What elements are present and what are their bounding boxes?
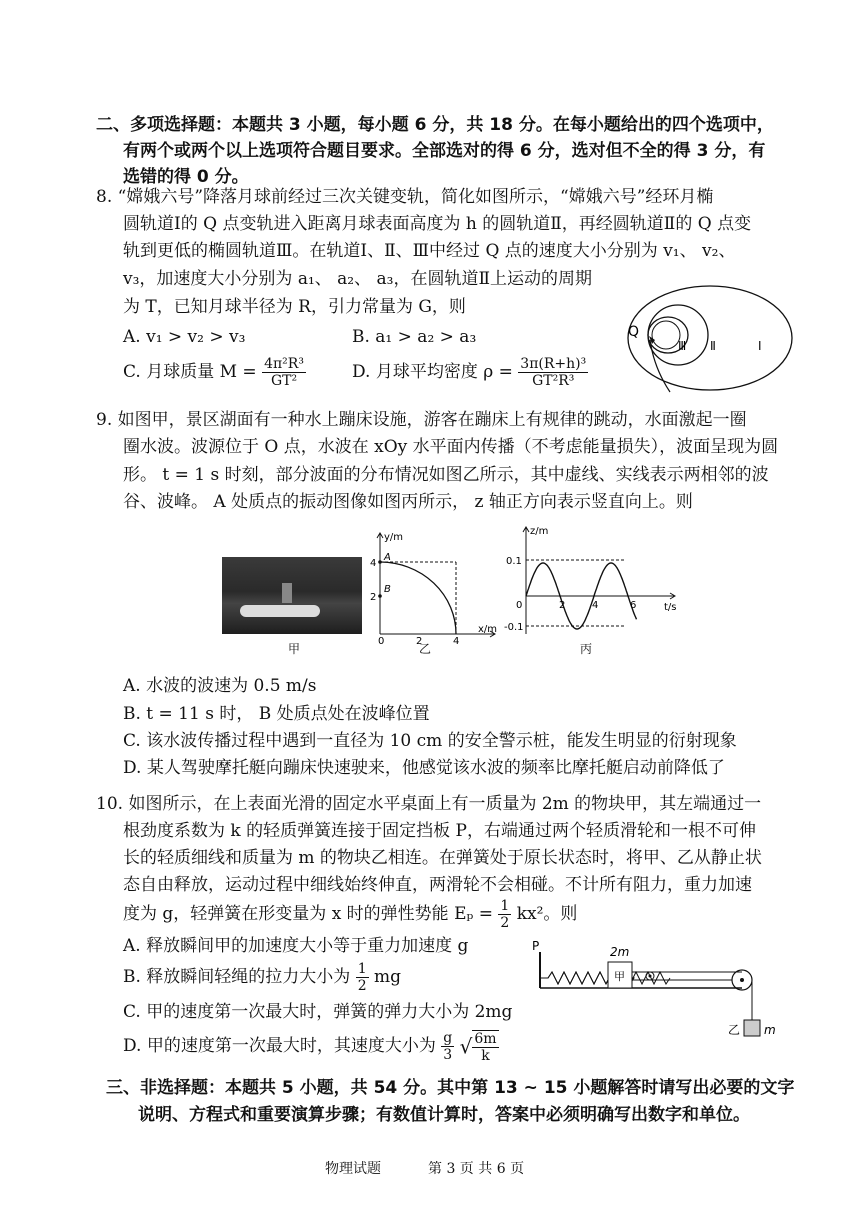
q10-option-d	[123, 1024, 499, 1069]
q10-option-d-den: 3	[443, 1047, 453, 1063]
q9-fig-yi	[364, 530, 504, 645]
q10-option-b-den: 2	[357, 978, 367, 994]
q10-line1: 10. 如图所示，在上表面光滑的固定水平桌面上有一质量为 2m 的物块甲，其左端通过一	[96, 794, 762, 814]
q8-option-d-den: GT²R³	[532, 373, 575, 389]
q8-line3: 轨到更低的椭圆轨道Ⅲ。在轨道Ⅰ、Ⅱ、Ⅲ中经过 Q 点的速度大小分别为 v₁、 v₂、	[123, 241, 736, 261]
q8-option-c-prefix: C. 月球质量 M =	[123, 362, 257, 382]
q9-fig-bing-label: 丙	[580, 642, 593, 656]
footer-page-number: 第 3 页 共 6 页	[428, 1161, 525, 1177]
section3-heading-line2: 说明、方程式和重要演算步骤；有数值计算时，答案中必须明确写出数字和单位。	[138, 1105, 750, 1125]
bing-tick-p01: 0.1	[506, 556, 522, 567]
fig-label-2m: 2m	[610, 945, 630, 959]
q10-option-d-rad-num: 6m	[474, 1030, 497, 1047]
q10-option-b-fraction	[356, 961, 369, 994]
q10-line5	[123, 895, 577, 933]
q10-option-b	[123, 958, 401, 996]
fig-label-m: m	[764, 1023, 776, 1037]
q9-option-b: B. t = 11 s 时， B 处质点处在波峰位置	[123, 704, 430, 724]
q9-line2: 圈水波。波源位于 O 点，水波在 xOy 水平面内传播（不考虑能量损失），波面呈现为圆	[123, 437, 779, 457]
label-q: Q	[628, 324, 640, 340]
q9-fig-yi-label: 乙	[419, 642, 432, 656]
q8-option-d-fraction	[518, 356, 588, 389]
yi-point-a	[378, 560, 382, 564]
moon-circle	[652, 321, 680, 349]
label-orbit-2: Ⅱ	[710, 339, 716, 353]
movable-pulley-axle	[649, 975, 652, 978]
q10-option-b-num: 1	[357, 961, 367, 977]
q9-option-a: A. 水波的波速为 0.5 m/s	[123, 676, 317, 696]
yi-label-a: A	[384, 552, 391, 563]
q9-fig-bing	[504, 522, 684, 642]
q10-option-c: C. 甲的速度第一次最大时，弹簧的弹力大小为 2mg	[123, 1002, 513, 1022]
q10-line3: 长的轻质细线和质量为 m 的物块乙相连。在弹簧处于原长状态时，将甲、乙从静止状	[123, 848, 762, 868]
q10-line5-fraction	[498, 898, 511, 931]
fig-label-jia: 甲	[614, 970, 625, 983]
yi-tick-y2: 2	[370, 592, 377, 603]
q8-option-a: A. v₁ > v₂ > v₃	[123, 327, 246, 347]
fixed-pulley-axle	[740, 978, 744, 982]
q8-line5: 为 T，已知月球半径为 R，引力常量为 G，则	[123, 297, 466, 317]
q8-line1: 8. “嫦娥六号”降落月球前经过三次关键变轨，简化如图所示，“嫦娥六号”经环月椭	[96, 187, 714, 207]
q8-option-c-fraction	[262, 356, 306, 389]
block-yi	[744, 1020, 760, 1036]
label-orbit-1: Ⅰ	[758, 339, 762, 353]
q10-option-b-prefix: B. 释放瞬间轻绳的拉力大小为	[123, 967, 351, 987]
q10-line5-suffix: kx²。则	[516, 904, 578, 924]
yi-point-b	[378, 594, 382, 598]
q8-option-b: B. a₁ > a₂ > a₃	[352, 327, 477, 347]
q10-option-b-suffix: mg	[374, 967, 402, 987]
spring-zigzag	[540, 972, 606, 984]
yi-tick-y4: 4	[370, 558, 377, 569]
q10-option-d-prefix: D. 甲的速度第一次最大时，其速度大小为	[123, 1036, 436, 1056]
yi-ylabel: y/m	[384, 532, 404, 543]
bing-tick-t0: 0	[516, 600, 523, 611]
label-orbit-3: Ⅲ	[678, 339, 687, 353]
bing-zlabel: z/m	[530, 526, 549, 537]
q9-line3: 形。 t = 1 s 时刻，部分波面的分布情况如图乙所示，其中虚线、实线表示两相邻的波	[123, 465, 769, 485]
q10-option-d-rad-den: k	[481, 1047, 490, 1064]
q10-option-d-radicand	[472, 1030, 498, 1064]
sqrt-sign-icon: √	[459, 1034, 473, 1059]
q8-orbit-figure	[618, 280, 798, 400]
fig-label-p: P	[532, 940, 540, 953]
q8-option-c	[123, 352, 306, 392]
orbit-2-circle	[648, 305, 708, 365]
q8-option-d	[352, 352, 588, 392]
yi-tick-x2: 2	[416, 636, 423, 645]
q10-line2: 根劲度系数为 k 的轻质弹簧连接于固定挡板 P，右端通过两个轻质滑轮和一根不可伸	[123, 821, 756, 841]
section2-heading-line1: 二、多项选择题：本题共 3 小题，每小题 6 分，共 18 分。在每小题给出的四个选项中，	[96, 115, 774, 135]
yi-tick-x0: 0	[378, 636, 385, 645]
q8-option-c-den: GT²	[270, 373, 298, 389]
footer-subject: 物理试题	[325, 1161, 381, 1177]
bing-tick-m01: -0.1	[504, 622, 524, 633]
q9-option-d: D. 某人驾驶摩托艇向蹦床快速驶来，他感觉该水波的频率比摩托艇启动前降低了	[123, 758, 725, 778]
q10-line5-num: 1	[500, 898, 510, 914]
q10-line4: 态自由释放，运动过程中细线始终伸直，两滑轮不会相碰。不计所有阻力，重力加速	[123, 875, 752, 895]
q9-line1: 9. 如图甲，景区湖面有一种水上蹦床设施，游客在蹦床上有规律的跳动，水面激起一圈	[96, 410, 747, 430]
section2-heading-line2: 有两个或两个以上选项符合题目要求。全部选对的得 6 分，选对但不全的得 3 分，有	[123, 141, 766, 161]
section2-heading-line3: 选错的得 0 分。	[123, 167, 249, 187]
q8-option-c-num: 4π²R³	[264, 356, 304, 372]
bing-tick-t2: 2	[559, 600, 566, 611]
q8-line4: v₃，加速度大小分别为 a₁、 a₂、 a₃，在圆轨道Ⅱ上运动的周期	[123, 269, 593, 289]
q10-option-d-num: g	[443, 1030, 453, 1046]
q10-line5-den: 2	[500, 915, 510, 931]
yi-xlabel: x/m	[478, 624, 498, 635]
q9-line4: 谷、波峰。 A 处质点的振动图像如图丙所示， z 轴正方向表示竖直向上。则	[123, 492, 693, 512]
q10-option-a: A. 释放瞬间甲的加速度大小等于重力加速度 g	[123, 936, 469, 956]
q9-photo-jia	[222, 557, 362, 634]
q10-spring-figure	[530, 940, 790, 1045]
q8-line2: 圆轨道Ⅰ的 Q 点变轨进入距离月球表面高度为 h 的圆轨道Ⅱ，再经圆轨道Ⅱ的 Q 点变	[123, 214, 752, 234]
q9-option-c: C. 该水波传播过程中遇到一直径为 10 cm 的安全警示桩，能发生明显的衍射现象	[123, 731, 737, 751]
bing-tick-t6: 6	[630, 600, 637, 611]
person-shape	[282, 583, 292, 603]
bing-tick-t4: 4	[592, 600, 599, 611]
yi-tick-x4: 4	[453, 636, 460, 645]
yi-wave-crest-arc	[380, 562, 456, 634]
q10-option-d-fraction	[441, 1030, 454, 1063]
fig-label-yi: 乙	[728, 1023, 741, 1037]
trampoline-shape	[240, 605, 320, 617]
yi-label-b: B	[384, 584, 391, 595]
q8-option-d-num: 3π(R+h)³	[520, 356, 587, 372]
bing-tlabel: t/s	[664, 602, 677, 613]
q8-option-d-prefix: D. 月球平均密度 ρ =	[352, 362, 513, 382]
q9-fig-jia-label: 甲	[288, 642, 301, 656]
section3-heading-line1: 三、非选择题：本题共 5 小题，共 54 分。其中第 13 ~ 15 小题解答时请写出必要的文字	[106, 1078, 795, 1098]
q10-line5-prefix: 度为 g，轻弹簧在形变量为 x 时的弹性势能 Eₚ =	[123, 904, 493, 924]
